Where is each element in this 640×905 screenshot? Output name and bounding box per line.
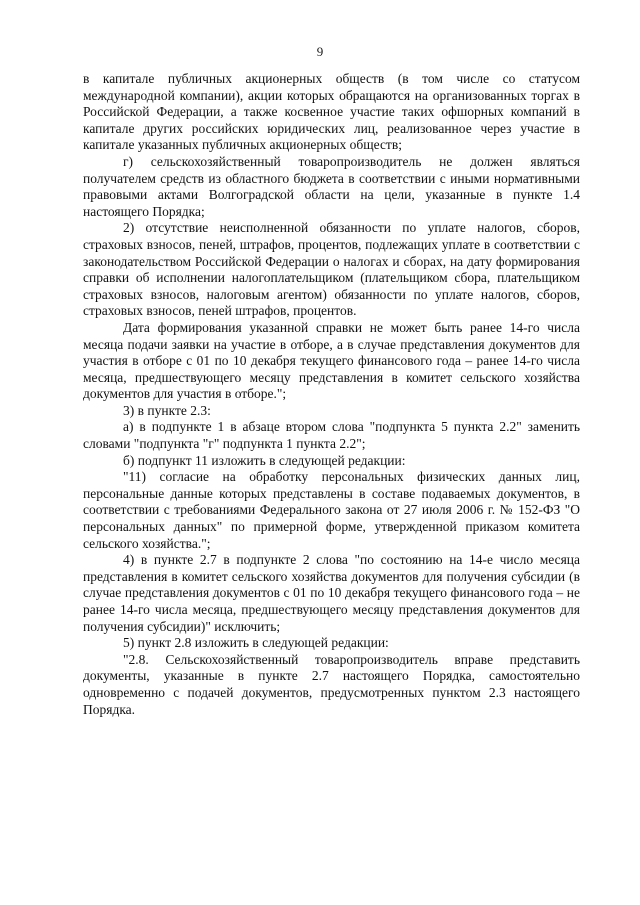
paragraph-certificate-date: Дата формирования указанной справки не может быть ранее 14-го числа месяца подачи заявки на участие в отборе, а в случае представления документов для участия в отборе с 01 по 10 декабря текущего финансового года – ранее 14-го числа месяца, предшествующего месяцу представления в комитет сельского хозяйства документов для участия в отборе."; — [83, 319, 580, 402]
paragraph-item-4: 4) в пункте 2.7 в подпункте 2 слова "по состоянию на 14-е число месяца представления в комитет сельского хозяйства документов для получения субсидии (в случае представления документов с 01 по 10 декабря текущего финансового года – не ранее 14-го числа месяца, предшествующего месяцу представления документов для получения субсидии)" исключить; — [83, 552, 580, 634]
paragraph-item-3: 3) в пункте 2.3: — [123, 402, 211, 418]
paragraph-offshore-participation: в капитале публичных акционерных обществ (в том числе со статусом международной компании), акции которых обращаются на организованных торгах в Российской Федерации, а также косвенное участие таких офшорных компаний в капитале других российских юридических лиц, реализованное через участие в капитале указанных публичных акционерных обществ; — [83, 71, 580, 153]
paragraph-subitem-11: "11) согласие на обработку персональных физических данных лиц, персональные данные которых представлены в составе подаваемых документов, в соответствии с требованиями Федерального закона от 27 июля 2006 г. № 152-ФЗ "О персональных данных" по примерной форме, утвержденной приказом комитета сельского хозяйства."; — [83, 469, 580, 551]
document-body — [83, 71, 580, 718]
paragraph-item-3b: б) подпункт 11 изложить в следующей редакции: — [123, 452, 406, 468]
paragraph-item-2-tax-obligations: 2) отсутствие неисполненной обязанности по уплате налогов, сборов, страховых взносов, пеней, штрафов, процентов, подлежащих уплате в соответствии с законодательством Российской Федерации о налогах и сборах, на дату формирования справки об исполнении налогоплательщиком (плательщиком сбора, плательщиком страховых взносов, налоговым агентом) обязанности по уплате налогов, сборов, страховых взносов, пеней штрафов, процентов. — [83, 220, 580, 319]
paragraph-section-2-8: "2.8. Сельскохозяйственный товаропроизводитель вправе представить документы, указанные в пункте 2.7 настоящего Порядка, самостоятельно одновременно с подачей документов, предусмотренных пунктом 2.3 настоящего Порядка. — [83, 651, 580, 717]
page-number: 9 — [316, 44, 324, 59]
paragraph-item-g: г) сельскохозяйственный товаропроизводитель не должен являться получателем средств из областного бюджета в соответствии с иными нормативными правовыми актами Волгоградской области на цели, указанные в пункте 1.4 настоящего Порядка; — [83, 153, 580, 219]
paragraph-item-5: 5) пункт 2.8 изложить в следующей редакции: — [123, 635, 389, 651]
paragraph-item-3a: а) в подпункте 1 в абзаце втором слова "подпункта 5 пункта 2.2" заменить словами "подпункта "г" подпункта 1 пункта 2.2"; — [83, 419, 580, 452]
